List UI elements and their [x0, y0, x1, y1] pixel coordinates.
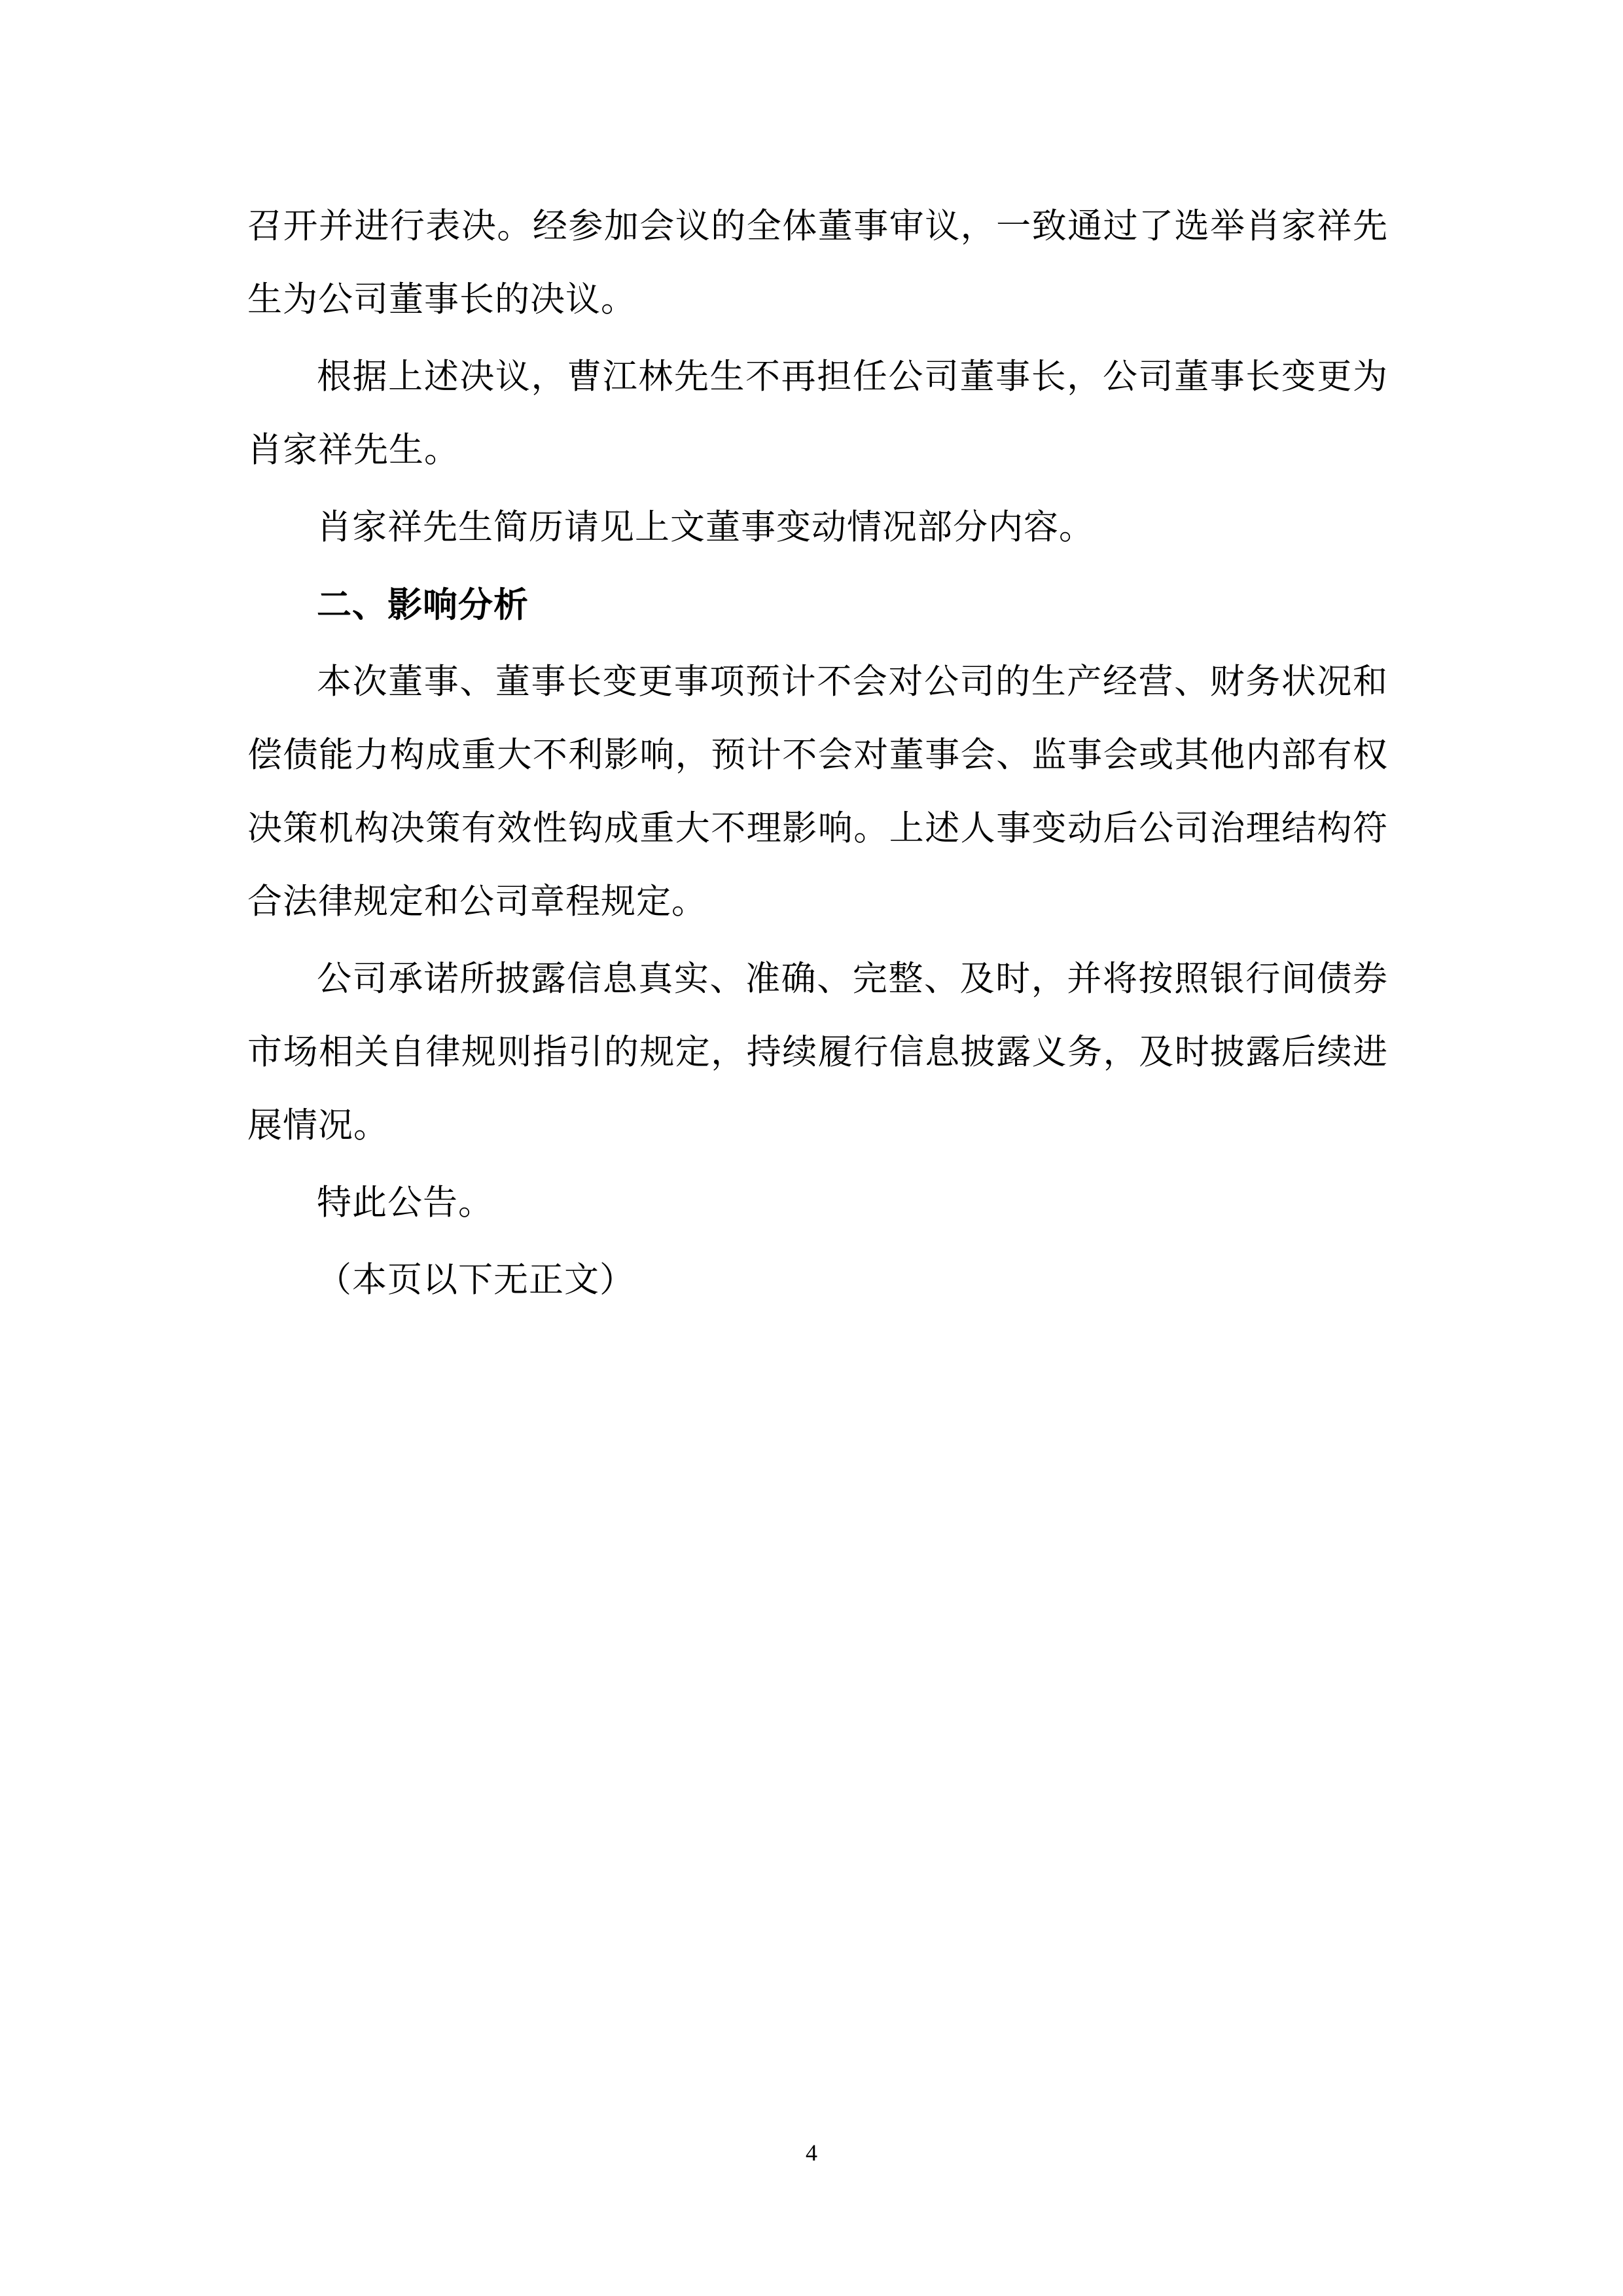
page-number: 4	[806, 2140, 817, 2166]
section-heading-impact-analysis: 二、影响分析	[317, 584, 529, 625]
paragraph-resume-note: 肖家祥先生简历请见上文董事变动情况部分内容。	[317, 507, 1094, 547]
document-body	[247, 190, 1388, 1317]
paragraph-impact: 本次董事、董事长变更事项预计不会对公司的生产经营、财务状况和偿债能力构成重大不利影响，预计不会对董事会、监事会或其他内部有权决策机构决策有效性钩成重大不理影响。上述人事变动后公司治理结构符合法律规定和公司章程规定。	[247, 662, 1388, 922]
paragraph-announcement: 特此公告。	[317, 1183, 493, 1223]
paragraph-commitment: 公司承诺所披露信息真实、准确、完整、及时，并将按照银行间债券市场相关自律规则指引的规定，持续履行信息披露义务，及时披露后续进展情况。	[247, 959, 1388, 1145]
paragraph-no-text-below: （本页以下无正文）	[317, 1260, 635, 1300]
paragraph-chairman-change: 根据上述决议，曹江林先生不再担任公司董事长，公司董事长变更为肖家祥先生。	[247, 357, 1388, 470]
paragraph-resolution: 召开并进行表决。经参加会议的全体董事审议，一致通过了选举肖家祥先生为公司董事长的决议。	[247, 206, 1388, 319]
